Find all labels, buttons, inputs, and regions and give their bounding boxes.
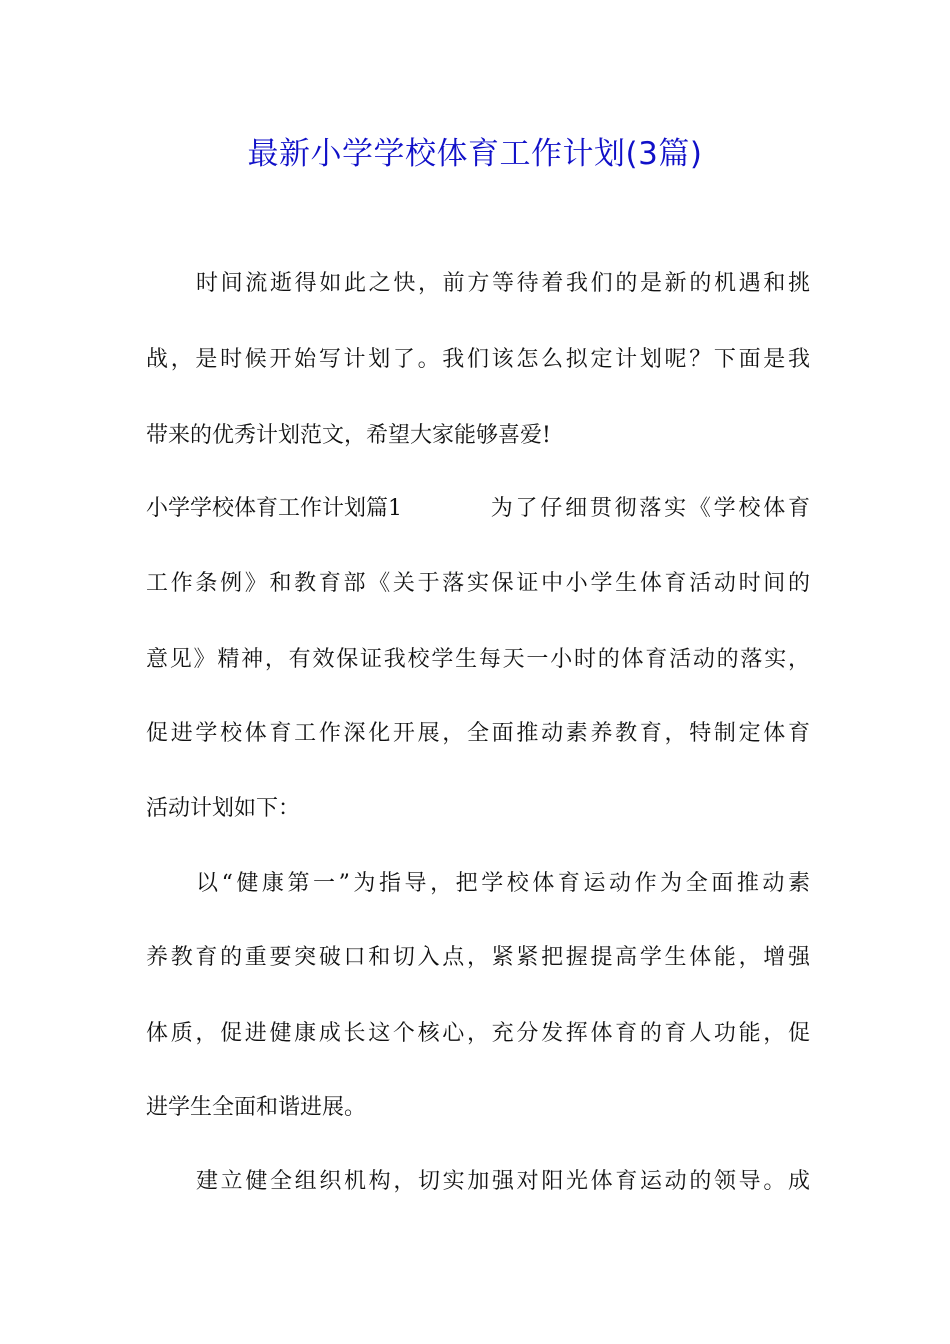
- paragraph-line: 工作条例》和教育部《关于落实保证中小学生体育活动时间的: [146, 571, 810, 596]
- paragraph-text: 为了仔细贯彻落实《学校体育: [488, 496, 810, 521]
- paragraph-line: 养教育的重要突破口和切入点，紧紧把握提高学生体能，增强: [146, 945, 810, 970]
- paragraph-line: 体质，促进健康成长这个核心，充分发挥体育的育人功能，促: [146, 1021, 810, 1046]
- paragraph-line: 进学生全面和谐进展。: [146, 1095, 367, 1120]
- paragraph-line: 活动计划如下：: [146, 796, 301, 821]
- paragraph-line: 以“健康第一”为指导，把学校体育运动作为全面推动素: [196, 871, 810, 896]
- document-title: 最新小学学校体育工作计划(3篇): [247, 136, 703, 172]
- paragraph-line: 意见》精神，有效保证我校学生每天一小时的体育活动的落实，: [146, 647, 810, 672]
- paragraph-line: 促进学校体育工作深化开展，全面推动素养教育，特制定体育: [146, 721, 810, 746]
- paragraph-line: 带来的优秀计划范文，希望大家能够喜爱!: [146, 423, 551, 448]
- paragraph-line: 战，是时候开始写计划了。我们该怎么拟定计划呢？下面是我: [146, 347, 810, 372]
- section-heading-line: [146, 494, 810, 524]
- paragraph-line: 建立健全组织机构，切实加强对阳光体育运动的领导。成: [196, 1169, 810, 1194]
- paragraph-line: 时间流逝得如此之快，前方等待着我们的是新的机遇和挑: [196, 271, 810, 296]
- section-label: 小学学校体育工作计划篇1: [146, 496, 402, 521]
